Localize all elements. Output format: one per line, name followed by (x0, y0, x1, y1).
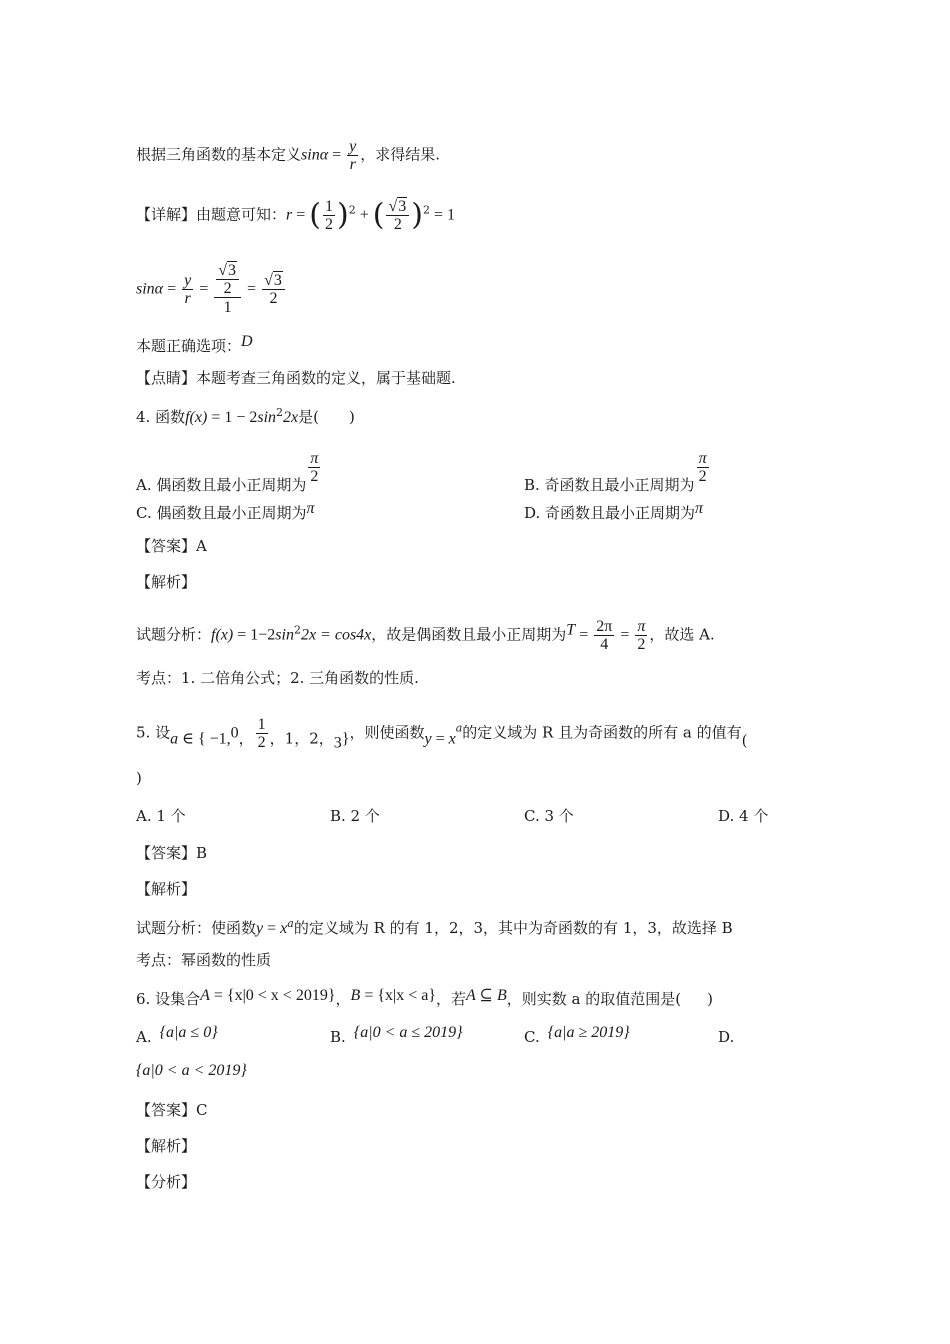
text: ， (335, 990, 351, 1008)
denominator: 2 (223, 280, 232, 297)
denominator: 2 (325, 216, 333, 233)
math-alpha: α (154, 280, 164, 298)
math-eq: = (263, 920, 281, 937)
paren-close: ) (337, 197, 349, 233)
option-set: {a|a ≤ 0} (159, 1024, 218, 1041)
option-letter: C. (524, 1028, 540, 1046)
option-6d (718, 1022, 734, 1047)
option-6a (136, 1022, 218, 1047)
analysis-4-heading: 【解析】 (136, 573, 197, 591)
math-set-b: = {x|x < a} (360, 987, 437, 1004)
math-a: a (170, 730, 179, 748)
text: ， (238, 729, 254, 748)
question-5 (136, 716, 747, 754)
text: ) (349, 408, 355, 426)
text: ，则实数 a 的取值范围是( (506, 990, 682, 1008)
knowledge-point-5: 考点：幂函数的性质 (136, 951, 272, 969)
fraction-y-over-r (182, 272, 193, 307)
option-4c (136, 499, 315, 523)
numerator: y (349, 138, 357, 155)
math: 4x (356, 626, 372, 644)
denominator: 2 (308, 467, 320, 485)
math-eq: = (575, 626, 593, 644)
detail-line (136, 198, 455, 233)
exponent: a (287, 917, 294, 930)
fraction-sqrt3-over-2 (386, 198, 409, 233)
question-4 (136, 403, 355, 428)
numerator: 1 (257, 716, 266, 733)
correct-option-line (136, 332, 253, 356)
definition-line (136, 138, 440, 173)
math-sin: sin (136, 280, 155, 298)
math-B: B (350, 987, 361, 1004)
exponent: 2 (422, 203, 430, 217)
math-subset: A ⊆ B (466, 987, 507, 1004)
denominator: 1 (223, 299, 232, 316)
analysis-6-subheading: 【分析】 (136, 1173, 197, 1191)
option-5c: C. 3 个 (524, 807, 574, 825)
text: 的定义域为 R 的有 1，2，3，其中为奇函数的有 1，3，故选择 B (293, 919, 733, 937)
math-pi: π (306, 500, 315, 517)
fraction-result (262, 272, 285, 307)
option-6b (330, 1022, 463, 1047)
math: 3 (333, 734, 342, 752)
text: ，故选 A. (649, 625, 715, 644)
denominator: 2 (697, 467, 709, 485)
compound-fraction (214, 262, 241, 317)
math: 0 (230, 724, 239, 742)
answer-4: 【答案】A (136, 537, 207, 555)
fraction-y-over-r (347, 138, 358, 173)
math: } (341, 730, 350, 748)
text: ) (707, 990, 713, 1008)
math: ∈ { (178, 730, 206, 748)
exponent: a (455, 721, 463, 735)
fraction-half (256, 716, 268, 751)
option-text: C. 偶函数且最小正周期为 (136, 504, 307, 522)
numerator: π (310, 450, 319, 467)
option-6d-set (136, 1060, 247, 1081)
text: 【详解】由题意可知： (136, 205, 287, 224)
text: ，求得结果. (360, 145, 441, 164)
math-result: = 1 (429, 206, 455, 224)
denominator: r (184, 290, 191, 307)
question-5-close: ) (136, 769, 142, 787)
option-letter: A. (136, 1028, 152, 1046)
analysis-5-heading: 【解析】 (136, 880, 197, 898)
text: 5. 设 (136, 723, 171, 742)
option-set: {a|a ≥ 2019} (547, 1024, 630, 1041)
math-y: y (424, 730, 432, 748)
denominator: r (349, 156, 356, 173)
answer-5: 【答案】B (136, 844, 208, 862)
math-pi: π (695, 500, 704, 517)
math-cos: cos (334, 626, 357, 644)
math-eq: = (328, 146, 346, 164)
math-eq: = (616, 626, 634, 644)
fraction-pi-over-2 (697, 450, 709, 485)
text: 本题正确选项： (136, 337, 242, 355)
option-6c (524, 1022, 630, 1047)
exponent: 2 (293, 623, 301, 637)
tip-line: 【点睛】本题考查三角函数的定义，属于基础题. (136, 369, 456, 387)
math-eq: = (292, 206, 310, 224)
math-A: A (200, 987, 210, 1004)
math: 2x (283, 409, 299, 426)
fraction-pi-over-2 (308, 450, 320, 485)
inner-fraction (216, 262, 239, 297)
radicand: 3 (273, 272, 282, 289)
math: −1, (205, 730, 231, 748)
exponent: 2 (276, 406, 284, 419)
option-5a: A. 1 个 (136, 807, 186, 825)
sqrt-icon: √ (218, 262, 228, 279)
math-eq: = (163, 280, 181, 298)
math-T: T (566, 621, 576, 639)
math: 2x = (300, 626, 335, 644)
analysis-6-heading: 【解析】 (136, 1137, 197, 1155)
math-set-a: = {x|0 < x < 2019} (209, 987, 336, 1004)
sin-alpha-calc (136, 262, 287, 317)
fraction-half (323, 198, 335, 233)
text: ，1，2， (269, 729, 334, 748)
paren-open: ( (372, 197, 385, 233)
radicand: 3 (398, 198, 407, 215)
text: 4. 函数 (136, 408, 186, 426)
option-text: A. 偶函数且最小正周期为 (136, 476, 307, 494)
numerator: 1 (325, 198, 333, 215)
denominator: 4 (600, 636, 609, 653)
option-4d (524, 499, 703, 523)
answer-6: 【答案】C (136, 1101, 208, 1119)
option-letter: D. (718, 1028, 735, 1046)
option-4a (136, 450, 322, 495)
math-r: r (286, 206, 293, 224)
math-alpha: α (319, 146, 329, 164)
denominator: 2 (393, 216, 402, 233)
option-letter: B. (330, 1028, 346, 1046)
math-eq: = (195, 280, 213, 298)
paren-close: ) (411, 197, 423, 233)
denominator: 2 (269, 290, 278, 307)
math-sin: sin (257, 409, 277, 426)
option-5d: D. 4 个 (718, 807, 769, 825)
math-eq: = (243, 280, 261, 298)
text: 根据三角函数的基本定义 (136, 145, 302, 164)
option-set: {a|0 < a ≤ 2019} (353, 1024, 463, 1041)
numerator: π (637, 618, 646, 635)
text: 试题分析： (136, 625, 212, 644)
math: = 1−2 (233, 626, 276, 644)
numerator: π (698, 450, 707, 467)
fraction-pi-over-2 (635, 618, 647, 653)
text: ( (741, 731, 748, 750)
option-text: D. 奇函数且最小正周期为 (524, 504, 696, 522)
fraction-2pi-over-4 (594, 618, 614, 653)
option-set: {a|0 < a < 2019} (136, 1062, 247, 1079)
sqrt-icon: √ (388, 198, 398, 215)
text: ，若 (436, 990, 467, 1008)
paren-open: ( (309, 197, 321, 233)
math-x: x (280, 920, 288, 937)
numerator: y (184, 272, 192, 289)
math-sin: sin (275, 626, 294, 644)
numerator: 2π (596, 618, 613, 635)
text: 试题分析：使函数 (136, 919, 257, 937)
option-text: B. 奇函数且最小正周期为 (524, 476, 695, 494)
math-x: (x) (189, 409, 208, 426)
math-f: f (185, 409, 190, 426)
text: 是( (298, 408, 319, 426)
question-6 (136, 986, 713, 1009)
text: ，则使函数 (349, 723, 425, 742)
text: ，故是偶函数且最小正周期为 (371, 625, 567, 644)
math-f: f(x) (211, 626, 234, 644)
radicand: 3 (228, 262, 237, 279)
answer-letter: D (241, 333, 253, 350)
denominator: 2 (637, 636, 646, 653)
text: 的定义域为 R 且为奇函数的所有 a 的值有 (462, 723, 742, 742)
denominator: 2 (257, 734, 266, 751)
math-sin: sin (301, 146, 320, 164)
math-y: y (256, 920, 264, 937)
math-x: x (448, 730, 456, 748)
text: 6. 设集合 (136, 990, 201, 1008)
analysis-5 (136, 914, 733, 939)
math-plus: + (355, 206, 373, 224)
math: = 1 − 2 (207, 409, 258, 426)
math-eq: = (431, 730, 449, 748)
option-5b: B. 2 个 (330, 807, 380, 825)
analysis-4 (136, 618, 715, 653)
exponent: 2 (348, 203, 356, 217)
option-4b (524, 450, 711, 495)
sqrt-icon: √ (264, 272, 273, 289)
knowledge-point-4: 考点：1. 二倍角公式；2. 三角函数的性质. (136, 669, 419, 687)
